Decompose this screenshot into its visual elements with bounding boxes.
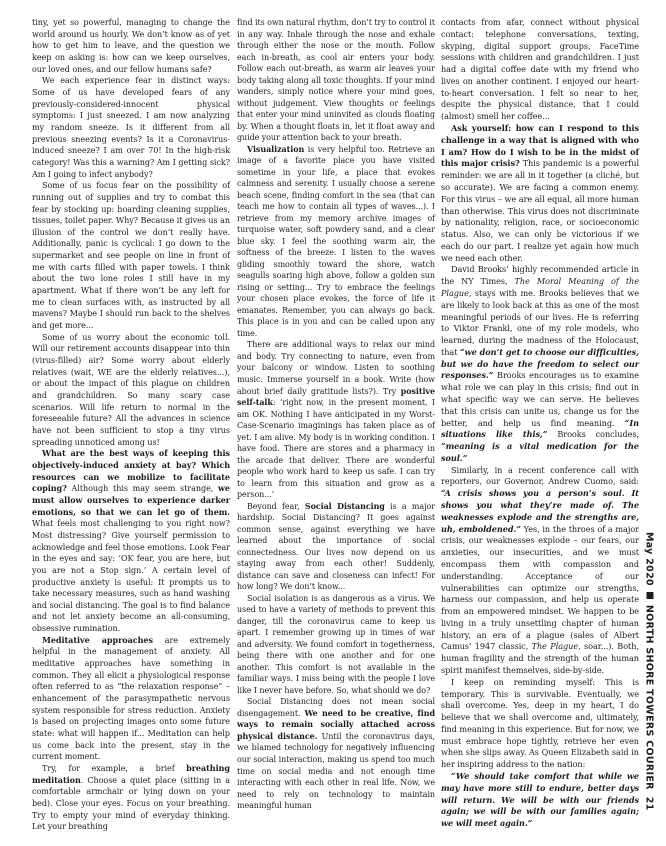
paragraph bbox=[237, 144, 435, 340]
bold-text: we must allow ourselves to experience darker emotions, so that we can let go of them. bbox=[32, 483, 230, 517]
paragraph bbox=[32, 763, 230, 833]
text-run: There are additional ways to relax our mind and body. Try connecting to nature, even from your balcony or window. Listen to soothing music. Immerse yourself in a book. Write (how about brief daily gratitude lists?). Try bbox=[237, 340, 435, 396]
text-run: . Choose a quiet place (sitting in a comfortable armchair or lying down on your bed). Close your eyes. Focus on your breathing. Try to empty your mind of everyday thinking. Let your breathing bbox=[32, 775, 230, 832]
article-column-1 bbox=[32, 17, 230, 833]
text-run: Until the coronavirus days, we blamed technology for negatively influencing our social interaction, making us spend too much time on social media and not enough time interacting with each other in real life. Now, we need to rely on technology to maintain meaningful human bbox=[237, 731, 435, 811]
text-run: Try, for example, a brief bbox=[42, 764, 187, 773]
text-run: Although this may seem strange, bbox=[66, 484, 219, 494]
text-run: Beyond fear, bbox=[247, 501, 305, 511]
queen-quote: “We should take comfort that while we may have more still to endure, better days will return. We will be with our friends again; we will be with our families again; we will meet again.” bbox=[441, 771, 639, 829]
paragraph bbox=[441, 771, 639, 830]
paragraph bbox=[441, 465, 639, 677]
paragraph: We each experience fear in distinct ways: Some of us have developed fears of any previously-considered-innocent physical symptoms: I just sneezed. I am now analyzing my random sneeze. Is it different from all previous sneezing events? Is it a Coronavirus-induced sneeze? I am over 70! In the high-risk category! Was this a warning? Am I getting sick? Am I going to infect anybody? bbox=[32, 76, 230, 179]
bold-term: Visualization bbox=[247, 144, 305, 154]
page-footer-sidebar bbox=[641, 532, 657, 842]
paragraph: Some of us focus fear on the possibility of running out of supplies and try to combat this fear by stocking up: hoarding cleaning supplies, tissues, toilet paper. Why? Because it gives us an illusion of the control we don’t really have. Additionally, panic is cyclical: I go down to the supermarket and see people on line in front of me with carts filled with paper towels. I think about the two lone roles I still have in my apartment. What if there won’t be any left for me to clean surfaces with, as instructed by all mavens? Maybe I should run back to the shelves and get more... bbox=[32, 181, 230, 331]
article-title: The Moral Meaning of the Plague bbox=[441, 276, 639, 298]
footer-line bbox=[644, 532, 655, 811]
text-run: This pandemic is a powerful reminder: we are all in it together (a cliché, but so accurate). We are facing a common enemy. For this virus – we are all equal, all more human than otherwise. This virus does not discriminate by nationality, religion, race, or socioeconomic status. Also, we can only be victorious if we each do our part. I realize yet again how much we need each other. bbox=[441, 158, 639, 263]
paragraph: contacts from afar, connect without physical contact: telephone conversations, texting, skyping, digital support groups, FaceTime sessions with children and grandchildren. I just had a digital coffee date with my friend who lives on another continent. I enjoyed our heart-to-heart conversation. I felt so near to her, despite the physical distance, that I could (almost) smell her coffee... bbox=[441, 17, 639, 122]
paragraph: find its own natural rhythm, don’t try to control it in any way. Inhale through the nose and exhale through either the nose or the mouth. Follow each in-breath, as cool air enters your body. Follow each out-breath, as warm air leaves your body taking along all toxic thoughts. If your mind wanders, simply notice where your mind goes, without judgement. View thoughts or feelings that enter your mind uninvited as clouds floating by. When a thought floats in, let it float away and guide your attention back to your breath. bbox=[237, 18, 435, 143]
text-run: What feels most challenging to you right now? Most distressing? Give yourself permission to acknowledge and feel those emotions. Look Fear in the eyes and say: ‘OK fear, you are here, but you are not a Stop sign.’ A certain level of productive anxiety is useful: It prompts us to take necessary measures, such as hand washing and social distancing. The goal is to find balance and not let anxiety become an all-consuming, obsessive rumination. bbox=[32, 519, 230, 634]
paragraph bbox=[32, 635, 230, 763]
bold-text: We need to be creative, find ways to remain socially attached across physical distance. bbox=[237, 708, 435, 741]
cuomo-quote: “A crisis shows you a person’s soul. It shows you what they’re made of. The weaknesses explode and the strengths are, uh, emboldened.” bbox=[441, 488, 639, 534]
text-run: is very helpful too. Retrieve an image of a favorite place you have visited sometime in your life, a place that evokes calmness and serenity. I usually choose a serene beach scene, finding comfort in the sea (that can teach me how to contain all types of waves...). I retrieve from my memory archive images of turquoise water, soft powdery sand, and a clear blue sky. I feel the soothing warm air, the softness of the breeze. I listen to the waves gliding smoothly toward the shore, watch seagulls soaring high above, follow a golden sun rising or setting... Try to embrace the feelings your chosen place evokes, the force of life it emanates. Remember, you can always go back. This place is in you and can be called upon any time. bbox=[237, 144, 435, 338]
bold-question: What are the best ways of keeping this objectively-induced anxiety at bay? Which resources can we mobilize to facilitate coping? bbox=[32, 448, 230, 494]
paragraph: tiny, yet so powerful, managing to change the world around us hourly. We don’t know as of yet how to get him to leave, and the question we keep on asking is: how can we keep ourselves, our loved ones, and our fellow humans safe? bbox=[32, 18, 230, 74]
text-run: are extremely helpful in the management of anxiety. All meditative approaches have something in common. They all elicit a physiological response often referred to as “the relaxation response” – enhancement of the parasympathetic nervous system responsible for stress reduction. Anxiety is based on projecting images onto some future state: what will happen if... Meditation can help us come back into the present, stay in the current moment. bbox=[32, 635, 230, 762]
paragraph: Some of us worry about the economic toll. Will our retirement accounts disappear into thin (virus-filled) air? Some worry about elderly relatives (wait, WE are the elderly relatives...), or about the impact of this plague on children and grandchildren. So many scary case scenarios. Will life return to normal in the foreseeable future? All the advances in science have not been sufficient to stop a tiny virus spreading unnoticed among us! bbox=[32, 332, 230, 447]
text-run: Similarly, in a recent conference call with reporters, our Governor, Andrew Cuomo, said: bbox=[441, 464, 639, 487]
frankl-quote: “we don’t get to choose our difficulties, but we do have the freedom to select our responses.” bbox=[441, 346, 639, 381]
bold-term: positive self-talk bbox=[237, 386, 435, 408]
text-run: Yes, in the throes of a major crisis, our weaknesses explode – our fears, our anxieties, our insecurities, and we must encompass them with compassion and understanding. Acceptance of our vulnerabilities can optimize our strengths, harness our compassion, and help us operate from an empowered mindset. We happen to be living in a truly unsettling chapter of human history, an era of a plague (sales of Albert Camus’ 1947 classic, bbox=[441, 523, 639, 652]
article-column-3 bbox=[441, 17, 639, 830]
paragraph: Social isolation is as dangerous as a virus. We used to have a variety of methods to prevent this danger, till the coronavirus came to keep us apart. I remember growing up in times of war and adversity. We found comfort in togetherness, being there with one another and for one another. This comfort is not available in the familiar ways. I miss being with the people I love like I never have before. So, what should we do? bbox=[237, 593, 435, 695]
page-number: 21 bbox=[643, 796, 655, 811]
paragraph bbox=[237, 339, 435, 500]
bold-question: Ask yourself: how can I respond to this challenge in a way that is aligned with who I am? How do I wish to be in the midst of this major crisis? bbox=[441, 123, 639, 169]
text-run: , stays with me. Brooks believes that we are likely to look back at this as one of the most meaningful periods of our lives. He is referring to Viktor Frankl, one of my role models, who learned, during the madness of the Holocaust, that bbox=[441, 287, 639, 357]
bold-term: Meditative approaches bbox=[42, 634, 153, 645]
text-run: , soar...). Both, human fragility and the strength of the human spirit manifest themselves, side-by-side. bbox=[441, 641, 639, 675]
text-run: Brooks encourages us to examine what role we can play in this crisis; find out in what specific way we can serve. He believes that this crisis can unite us, change us for the better, and help us find meaning. bbox=[441, 370, 639, 428]
publication-name: NORTH SHORE TOWERS COURIER bbox=[643, 604, 655, 790]
paragraph bbox=[237, 501, 435, 593]
paragraph bbox=[32, 448, 230, 635]
text-run: is a major hardship. Social Distancing? It goes against common sense, against everything we have learned about the importance of social connectedness. Our lives now depend on us staying away from each other! Suddenly, distance can save and closeness can infect! For how long? We don’t know... bbox=[237, 501, 435, 592]
paragraph bbox=[441, 123, 639, 264]
book-title: The Plague bbox=[531, 641, 579, 652]
bold-term: Social Distancing bbox=[304, 501, 385, 511]
brooks-quote: “In situations like this,” bbox=[441, 417, 639, 440]
paragraph: I keep on reminding myself: This is temporary. This is survivable. Eventually, we shall overcome. Yes, deep in my heart, I do believe that we shall overcome and, ultimately, find meaning in this experience. But for now, we must embrace hope tightly, retrieve her even when she slips away. As Queen Elizabeth said in her inspiring address to the nation: bbox=[441, 676, 639, 770]
bold-term: breathing meditation bbox=[32, 763, 230, 785]
paragraph bbox=[237, 696, 435, 811]
article-column-2 bbox=[237, 17, 435, 812]
brooks-quote: “meaning is a vital medication for the soul.” bbox=[441, 441, 639, 463]
text-run: Social Distancing does not mean social disengagement. bbox=[237, 697, 435, 718]
text-run: David Brooks’ highly recommended article in the NY Times, bbox=[441, 264, 639, 287]
issue-date: May 2020 bbox=[643, 532, 655, 586]
square-separator-icon bbox=[647, 592, 654, 599]
text-run: Brooks concludes, bbox=[547, 429, 639, 440]
paragraph bbox=[441, 264, 639, 464]
text-run: : ‘right now, in the present moment, I am OK. Nothing I have anticipated in my Worst-Case-Scenario imaginings has taken place as of yet. I am alive. My body is in working condition. I have food. There are stores and a pharmacy in the arcade that deliver. There are wonderful people who work hard to keep us safe. I can try to learn from this situation and grow as a person...’ bbox=[237, 398, 435, 500]
